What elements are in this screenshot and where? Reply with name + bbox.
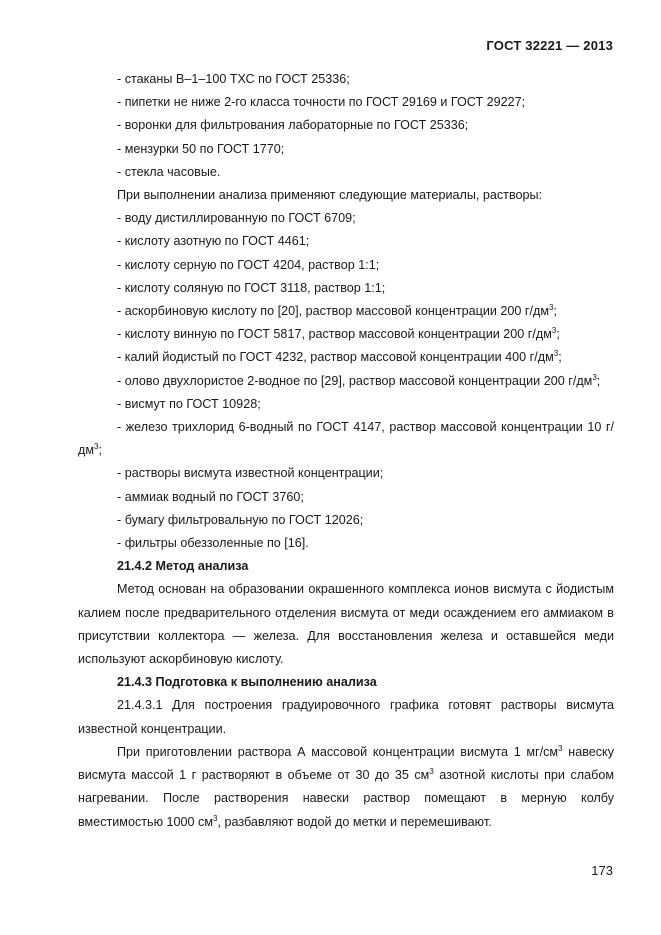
- paragraph-text: При приготовлении раствора А массовой концентрации висмута 1 мг/см: [117, 744, 559, 759]
- list-item: - аммиак водный по ГОСТ 3760;: [117, 489, 304, 504]
- page-number: 173: [591, 863, 613, 878]
- section-heading: 21.4.2 Метод анализа: [117, 559, 249, 574]
- list-item: - висмут по ГОСТ 10928;: [117, 396, 261, 411]
- paragraph-text: , разбавляют водой до метки и перемешивают.: [217, 814, 492, 829]
- list-item-text: - железо трихлорид 6-водный по ГОСТ 4147, раствор массовой концентрации 10 г/дм: [78, 420, 614, 458]
- list-item: [78, 300, 614, 323]
- superscript: 3: [551, 326, 557, 336]
- list-item: - фильтры обеззоленные по [16].: [117, 536, 309, 551]
- list-item: - мензурки 50 по ГОСТ 1770;: [117, 141, 285, 156]
- punctuation: ;: [98, 443, 102, 458]
- list-item: [78, 370, 614, 393]
- superscript: 3: [94, 442, 99, 452]
- list-item: [78, 346, 614, 369]
- list-item: - воду дистиллированную по ГОСТ 6709;: [117, 211, 356, 226]
- list-item: - растворы висмута известной концентрации;: [117, 466, 384, 481]
- superscript: 3: [592, 372, 597, 382]
- superscript: 3: [213, 813, 218, 823]
- paragraph-intro: При выполнении анализа применяют следующие материалы, растворы:: [117, 188, 543, 203]
- list-item-text: - аскорбиновую кислоту по [20], раствор массовой концентрации 200 г/дм: [117, 304, 550, 319]
- list-item: - стекла часовые.: [117, 164, 221, 179]
- superscript: 3: [549, 303, 554, 313]
- list-item: - воронки для фильтрования лабораторные по ГОСТ 25336;: [117, 118, 469, 133]
- paragraph: [78, 741, 614, 834]
- list-item: - кислоту азотную по ГОСТ 4461;: [117, 234, 310, 249]
- punctuation: ;: [553, 304, 557, 319]
- document-body: [78, 68, 614, 834]
- list-item: - бумагу фильтровальную по ГОСТ 12026;: [117, 512, 364, 527]
- list-item: [78, 323, 614, 346]
- list-item: - кислоту серную по ГОСТ 4204, раствор 1:1;: [117, 257, 380, 272]
- paragraph: Метод основан на образовании окрашенного комплекса ионов висмута с йодистым калием после предварительного отделения висмута от меди осаждением его аммиаком в присутствии коллектора — железа. Для восстановления железа и оставшейся меди используют аскорбиновую кислоту.: [78, 582, 614, 667]
- superscript: 3: [553, 349, 559, 359]
- superscript: 3: [429, 767, 434, 777]
- list-item: - кислоту соляную по ГОСТ 3118, раствор 1:1;: [117, 280, 386, 295]
- paragraph: 21.4.3.1 Для построения градуировочного графика готовят растворы висмута известной концентрации.: [78, 698, 614, 736]
- punctuation: ;: [558, 350, 562, 365]
- punctuation: ;: [596, 373, 601, 388]
- list-item: - стаканы В–1–100 ТХС по ГОСТ 25336;: [117, 72, 350, 86]
- paragraph-text: азотной кислоты при слабом нагревании. После растворения навески раствор помещают в мерную колбу вместимостью 1000 см: [78, 768, 614, 829]
- list-item-text: - калий йодистый по ГОСТ 4232, раствор массовой концентрации 400 г/дм: [117, 350, 554, 365]
- punctuation: ;: [556, 327, 560, 342]
- list-item: - пипетки не ниже 2-го класса точности по ГОСТ 29169 и ГОСТ 29227;: [117, 95, 526, 110]
- list-item-text: - кислоту винную по ГОСТ 5817, раствор массовой концентрации 200 г/дм: [117, 327, 552, 342]
- list-item: [78, 416, 614, 462]
- document-header: ГОСТ 32221 — 2013: [486, 38, 613, 53]
- paragraph-text: навеску висмута массой 1 г растворяют в объеме от 30 до 35 см: [78, 744, 614, 783]
- superscript: 3: [558, 743, 563, 753]
- section-heading: 21.4.3 Подготовка к выполнению анализа: [117, 675, 377, 690]
- list-item-text: - олово двухлористое 2-водное по [29], раствор массовой концентрации 200 г/дм: [117, 373, 593, 388]
